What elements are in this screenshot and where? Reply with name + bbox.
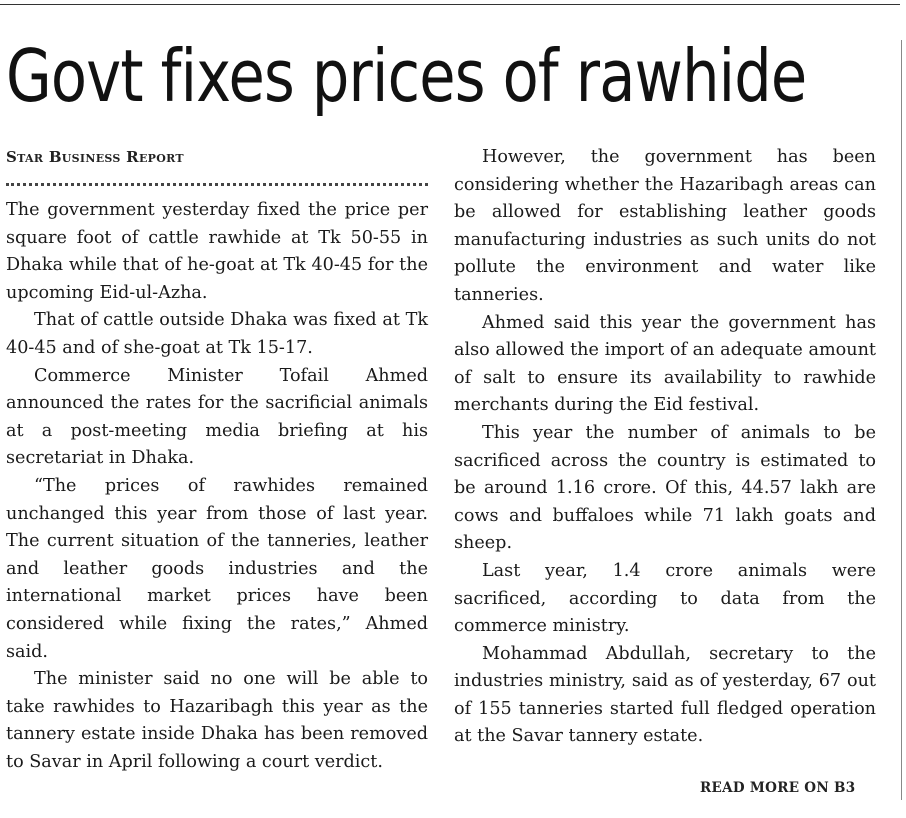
read-more-link[interactable]: READ MORE ON B3 bbox=[700, 780, 856, 796]
paragraph: Ahmed said this year the government has also allowed the import of an adequate amount of salt to ensure its availability to rawhide merchants during the Eid festival. bbox=[454, 312, 876, 416]
top-rule bbox=[0, 4, 900, 5]
paragraph: Mohammad Abdullah, secretary to the industries ministry, said as of yesterday, 67 out of 155 tanneries started full fledged operation at the Savar tannery estate. bbox=[454, 643, 876, 747]
paragraph: That of cattle outside Dhaka was fixed at Tk 40-45 and of she-goat at Tk 15-17. bbox=[6, 310, 428, 358]
paragraph: The government yesterday fixed the price per square foot of cattle rawhide at Tk 50-55 in Dhaka while that of he-goat at Tk 40-45 for the upcoming Eid-ul-Azha. bbox=[6, 200, 428, 303]
paragraph: The minister said no one will be able to take rawhides to Hazaribagh this year as the tannery estate inside Dhaka has been removed to Savar in April following a court verdict. bbox=[6, 669, 428, 772]
paragraph: “The prices of rawhides remained unchanged this year from those of last year. The current situation of the tanneries, leather and leather goods industries and the international market prices have been considered while fixing the rates,” Ahmed said. bbox=[6, 475, 428, 662]
headline: Govt fixes prices of rawhide bbox=[6, 34, 807, 118]
paragraph: However, the government has been considering whether the Hazaribagh areas can be allowed for establishing leather goods manufacturing industries as such units do not pollute the environment and water like tanneries. bbox=[454, 147, 876, 305]
article-column-left bbox=[6, 197, 428, 776]
paragraph: Commerce Minister Tofail Ahmed announced the rates for the sacrificial animals at a post-meeting media briefing at his secretariat in Dhaka. bbox=[6, 365, 428, 469]
paragraph: This year the number of animals to be sacrificed across the country is estimated to be around 1.16 crore. Of this, 44.57 lakh are cows and buffaloes while 71 lakh goats and sheep. bbox=[454, 422, 876, 554]
article-column-right bbox=[454, 144, 876, 751]
byline-divider bbox=[6, 183, 428, 186]
column-rule bbox=[901, 40, 902, 800]
paragraph: Last year, 1.4 crore animals were sacrificed, according to data from the commerce ministry. bbox=[454, 560, 876, 637]
byline: Star Business Report bbox=[6, 148, 184, 166]
